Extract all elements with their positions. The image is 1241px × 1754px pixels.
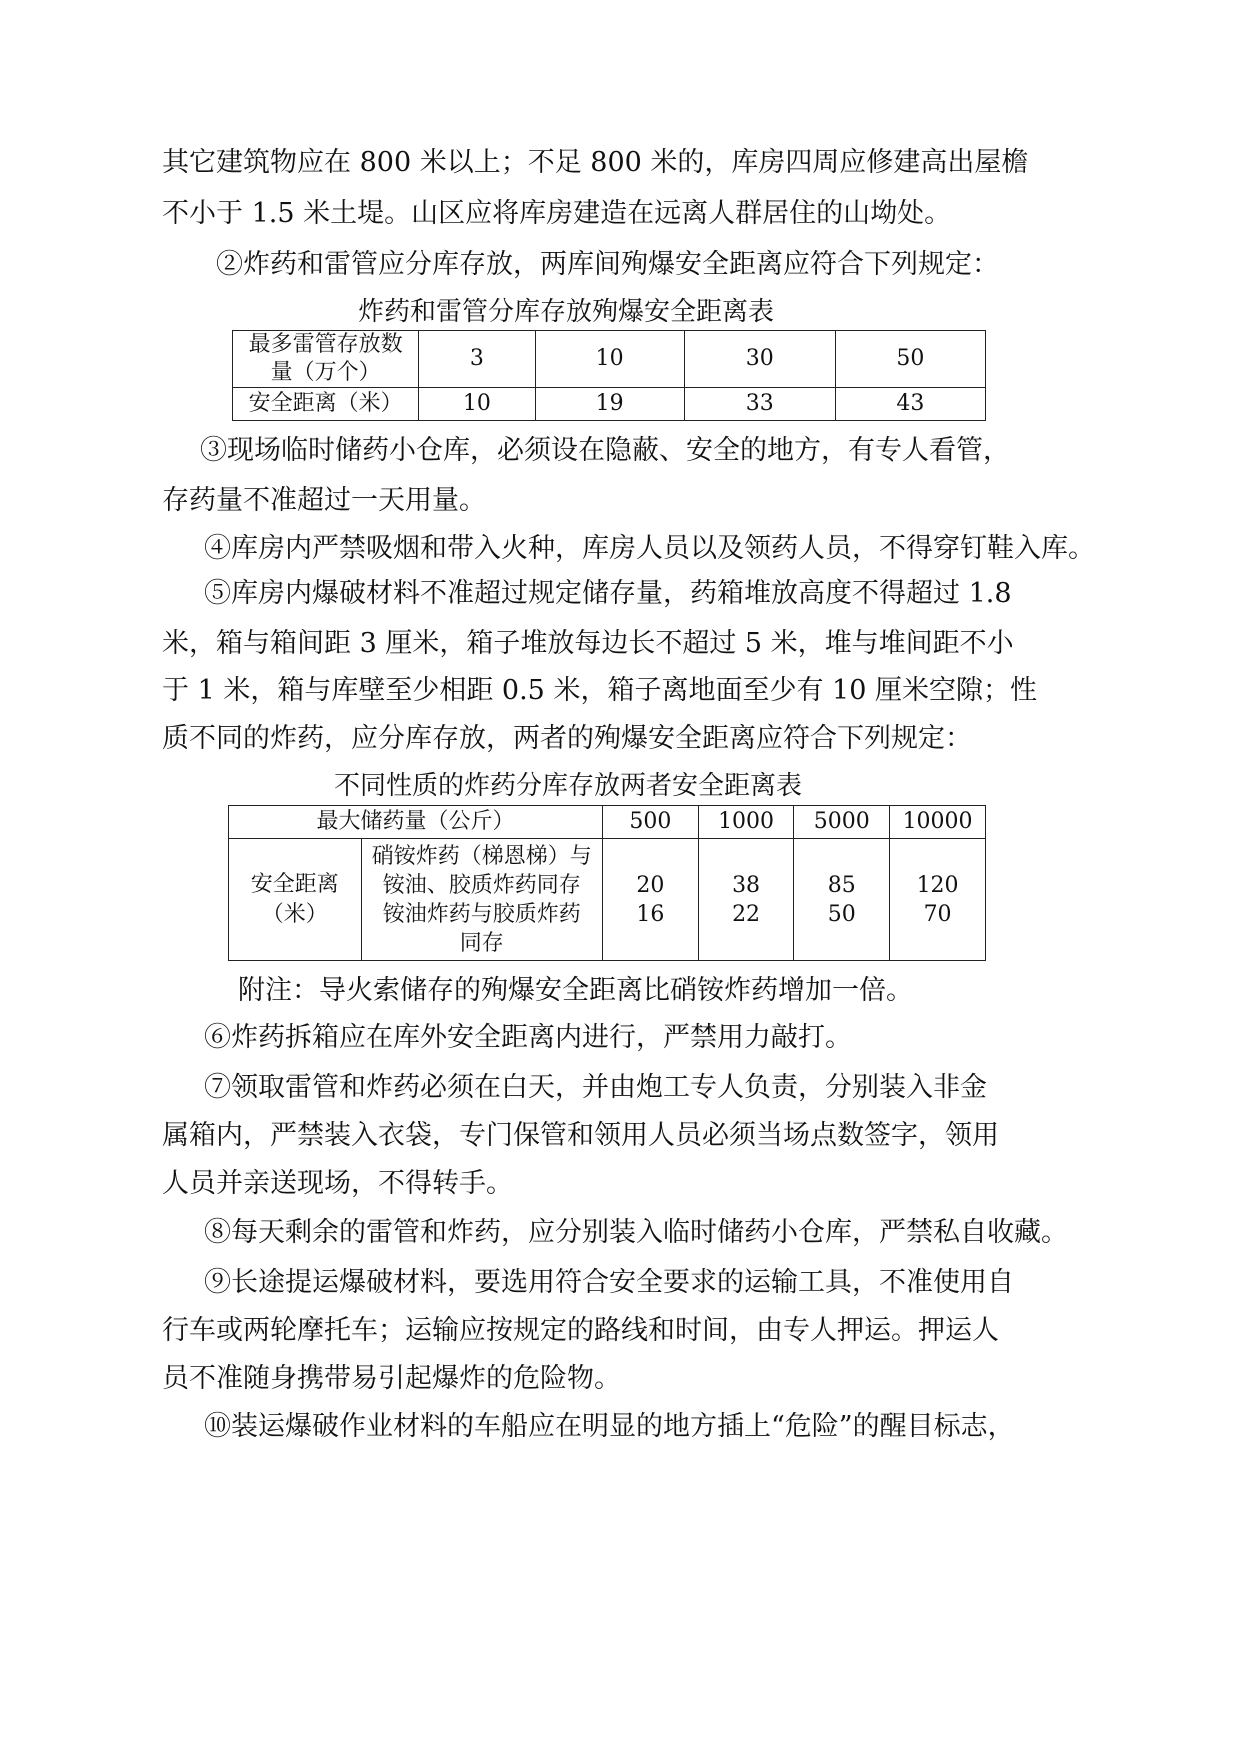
table-cell [698,839,794,961]
paragraph-line: ②炸药和雷管应分库存放，两库间殉爆安全距离应符合下列规定： [216,249,999,280]
table-cell: 30 [684,331,835,388]
header-line: 最多雷管存放数 [248,332,403,357]
value-a: 85 [827,872,856,898]
safety-distance-table-detonators [232,330,986,421]
table-cell: 3 [419,331,535,388]
desc-line: 同存 [459,930,504,956]
value-b: 22 [732,901,761,927]
table-header-cell: 1000 [698,806,794,839]
value-b: 16 [636,901,665,927]
paragraph-line: 于 1 米，箱与库壁至少相距 0.5 米，箱子离地面至少有 10 厘米空隙；性 [162,675,1037,706]
value-b: 70 [923,901,952,927]
table-cell [603,839,699,961]
paragraph-line: 属箱内，严禁装入衣袋，专门保管和领用人员必须当场点数签字，领用 [162,1120,999,1151]
table-header-cell: 最大储药量（公斤） [229,806,603,839]
table-cell [890,839,986,961]
paragraph-line: ③现场临时储药小仓库，必须设在隐蔽、安全的地方，有专人看管， [200,435,1010,466]
table-cell: 50 [835,331,985,388]
paragraph-line: 米，箱与箱间距 3 厘米，箱子堆放每边长不超过 5 米，堆与堆间距不小 [162,628,1014,659]
table-header-cell: 安全距离（米） [233,388,419,421]
paragraph-line: ⑨长途提运爆破材料，要选用符合安全要求的运输工具，不准使用自 [204,1267,1014,1298]
table-title: 炸药和雷管分库存放殉爆安全距离表 [358,297,775,327]
table-header-cell: 500 [603,806,699,839]
paragraph-line: ⑥炸药拆箱应在库外安全距离内进行，严禁用力敲打。 [204,1022,852,1053]
table-header-cell: 5000 [794,806,890,839]
table-cell: 43 [835,388,985,421]
paragraph-line: 不小于 1.5 米土堤。山区应将库房建造在远离人群居住的山坳处。 [162,198,952,229]
paragraph-line: ⑤库房内爆破材料不准超过规定储存量，药箱堆放高度不得超过 1.8 [204,578,1012,609]
value-a: 20 [636,872,665,898]
value-b: 50 [827,901,856,927]
paragraph-line: 存药量不准超过一天用量。 [162,485,486,516]
table-header-cell: 10000 [890,806,986,839]
paragraph-line: 人员并亲送现场，不得转手。 [162,1168,513,1199]
paragraph-line: ⑩装运爆破作业材料的车船应在明显的地方插上“危险”的醒目标志， [204,1411,1015,1442]
paragraph-line: ⑦领取雷管和炸药必须在白天，并由炮工专人负责，分别装入非金 [204,1072,987,1103]
table-cell: 19 [535,388,684,421]
table-side-label [229,839,362,961]
table-header-cell [233,331,419,388]
table-cell [794,839,890,961]
header-line: 量（万个） [270,360,381,385]
table-cell: 10 [419,388,535,421]
table-cell: 10 [535,331,684,388]
side-label-line: 安全距离 [250,871,339,897]
paragraph-line: 其它建筑物应在 800 米以上；不足 800 米的，库房四周应修建高出屋檐 [162,147,1029,178]
table-desc-cell [361,839,603,961]
desc-line: 铵油、胶质炸药同存 [382,872,581,898]
safety-distance-table-explosives [228,805,986,961]
paragraph-line: 质不同的炸药，应分库存放，两者的殉爆安全距离应符合下列规定： [162,723,972,754]
table-title: 不同性质的炸药分库存放两者安全距离表 [334,771,803,801]
value-a: 120 [916,872,959,898]
table-note: 附注：导火索储存的殉爆安全距离比硝铵炸药增加一倍。 [238,975,913,1006]
desc-line: 铵油炸药与胶质炸药 [382,901,581,927]
desc-line: 硝铵炸药（梯恩梯）与 [371,843,592,869]
paragraph-line: 行车或两轮摩托车；运输应按规定的路线和时间，由专人押运。押运人 [162,1315,999,1346]
side-label-line: （米） [261,901,328,927]
table-cell: 33 [684,388,835,421]
paragraph-line: ④库房内严禁吸烟和带入火种，库房人员以及领药人员，不得穿钉鞋入库。 [204,533,1095,564]
paragraph-line: ⑧每天剩余的雷管和炸药，应分别装入临时储药小仓库，严禁私自收藏。 [204,1217,1068,1248]
value-a: 38 [732,872,761,898]
paragraph-line: 员不准随身携带易引起爆炸的危险物。 [162,1363,621,1394]
